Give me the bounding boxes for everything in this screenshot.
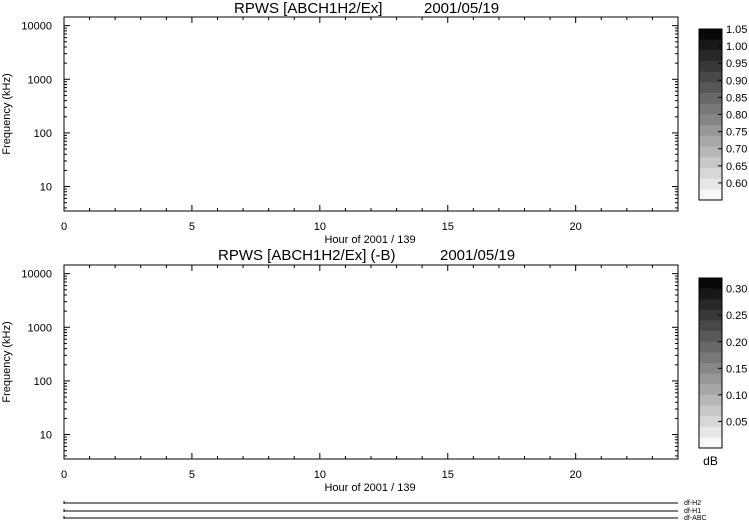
colorbar-band	[699, 125, 722, 136]
y-tick-label: 10	[39, 429, 52, 442]
colorbar-band	[699, 427, 722, 438]
x-tick-label: 20	[569, 469, 582, 481]
plot-frame	[64, 265, 678, 459]
colorbar-band	[699, 40, 722, 51]
colorbar-label: 1.00	[726, 41, 748, 54]
colorbar-label: 0.20	[726, 336, 748, 349]
colorbar-band	[699, 72, 722, 83]
colorbar-band	[699, 104, 722, 115]
colorbar-band	[699, 189, 722, 200]
colorbar-band	[699, 82, 722, 93]
y-tick-label: 1000	[27, 322, 52, 335]
colorbar-band	[699, 168, 722, 179]
colorbar-band	[699, 278, 722, 289]
x-tick-label: 15	[441, 469, 454, 481]
y-tick-label: 100	[33, 375, 52, 388]
colorbar-label: 0.70	[726, 143, 748, 156]
y-tick-label: 100	[33, 127, 52, 140]
colorbar-label: 0.85	[726, 92, 748, 105]
colorbar-band	[699, 352, 722, 363]
df-line-label: df-ABC	[684, 515, 707, 520]
colorbar-unit: dB	[703, 454, 718, 468]
colorbar-band	[699, 384, 722, 395]
y-tick-label: 10000	[21, 268, 52, 281]
colorbar-band	[699, 406, 722, 417]
x-tick-label: 10	[313, 221, 326, 233]
colorbar-band	[699, 395, 722, 406]
x-tick-label: 0	[60, 469, 68, 481]
colorbar-band	[699, 136, 722, 147]
chart-title: RPWS [ABCH1H2/Ex]	[234, 0, 383, 17]
chart-title: RPWS [ABCH1H2/Ex] (-B)	[218, 247, 396, 264]
df-line-label: df-H2	[684, 500, 702, 507]
x-tick-label: 10	[313, 469, 326, 481]
x-tick-label: 5	[188, 469, 195, 481]
colorbar-label: 0.90	[726, 75, 748, 88]
x-tick-label: 5	[188, 221, 195, 233]
colorbar-label: 0.80	[726, 109, 748, 122]
chart-date: 2001/05/19	[424, 0, 500, 17]
colorbar-label: 0.25	[726, 310, 748, 323]
colorbar-band	[699, 289, 722, 300]
colorbar-band	[699, 29, 722, 40]
colorbar-band	[699, 342, 722, 353]
colorbar-band	[699, 50, 722, 61]
x-axis-label: Hour of 2001 / 139	[324, 482, 416, 494]
colorbar-label: 0.10	[726, 389, 748, 402]
colorbar-label: 1.05	[726, 24, 748, 36]
colorbar-label: 0.15	[726, 363, 748, 376]
plot-frame	[64, 17, 678, 211]
y-tick-label: 10000	[21, 20, 52, 33]
colorbar-label: 0.30	[726, 283, 748, 296]
x-tick-label: 0	[60, 221, 68, 233]
colorbar-band	[699, 331, 722, 342]
colorbar-label: 0.75	[726, 126, 748, 139]
colorbar-label: 0.65	[726, 160, 748, 173]
colorbar-band	[699, 299, 722, 310]
colorbar-band	[699, 157, 722, 168]
colorbar-label: 0.60	[726, 177, 748, 190]
y-axis-label: Frequency (kHz)	[1, 321, 13, 403]
chart-date: 2001/05/19	[440, 247, 516, 264]
colorbar-band	[699, 179, 722, 190]
colorbar-band	[699, 93, 722, 104]
x-tick-label: 20	[569, 221, 582, 233]
x-tick-label: 15	[441, 221, 454, 233]
x-axis-label: Hour of 2001 / 139	[324, 234, 416, 246]
y-axis-label: Frequency (kHz)	[1, 73, 13, 155]
colorbar-band	[699, 115, 722, 126]
y-tick-label: 1000	[27, 74, 52, 87]
colorbar-band	[699, 437, 722, 448]
colorbar-label: 0.05	[726, 416, 748, 429]
colorbar-label: 0.95	[726, 58, 748, 71]
colorbar-band	[699, 321, 722, 332]
y-tick-label: 10	[39, 181, 52, 194]
df-line-label: df-H1	[684, 508, 702, 515]
colorbar-band	[699, 374, 722, 385]
